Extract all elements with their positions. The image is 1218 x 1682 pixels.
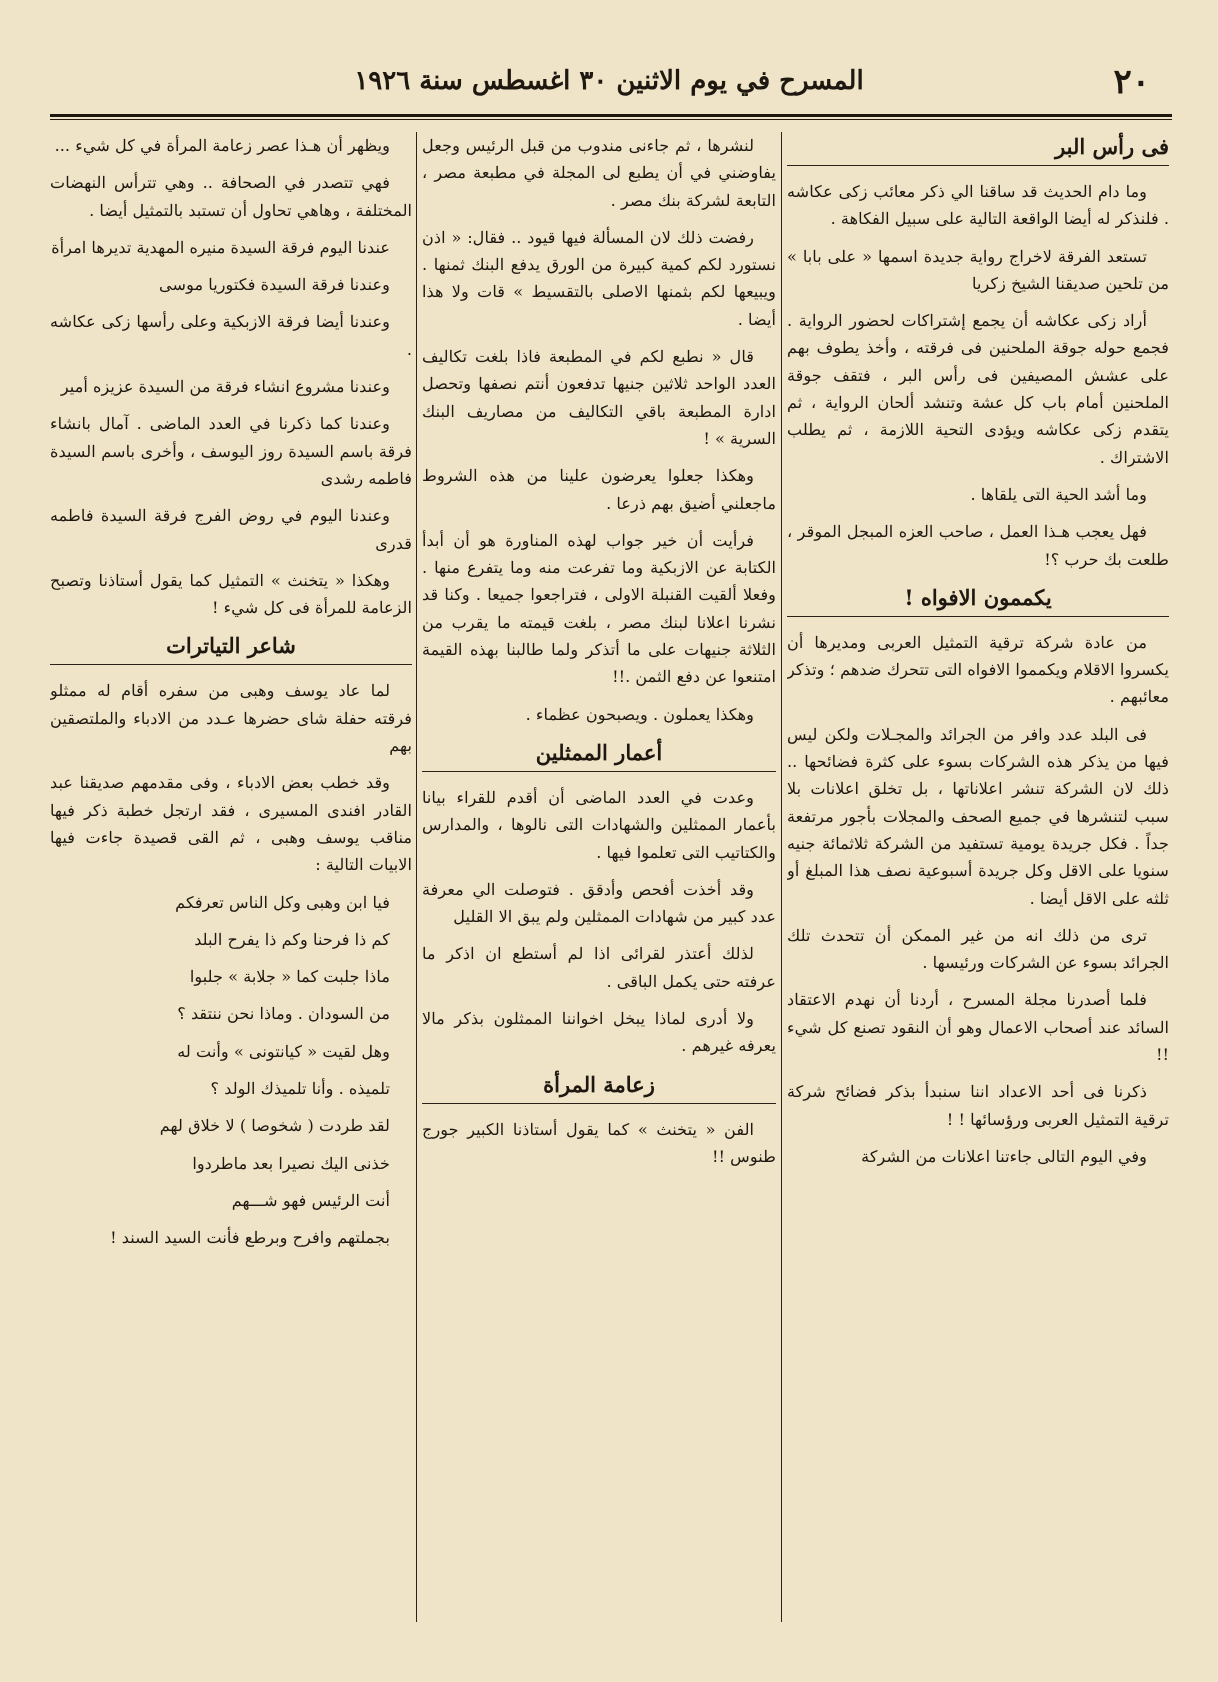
header-rule-thin <box>50 119 1172 120</box>
poem-verse: من السودان . وماذا نحن ننتقد ؟ <box>177 1004 390 1024</box>
paragraph: وقد خطب بعض الادباء ، وفى مقدمهم صديقنا عبد القادر افندى المسيرى ، فقد ارتجل خطبة ذكر فيها مناقب يوسف وهبى ، ثم القى قصيدة جاءت فيها الابيات التالية : <box>50 773 412 875</box>
header-rule <box>50 114 1172 117</box>
poem-verse: ماذا جلبت كما « جلابة » جلبوا <box>189 967 390 987</box>
paragraph: ويظهر أن هـذا عصر زعامة المرأة في كل شيء ... <box>54 136 390 155</box>
paragraph: رفضت ذلك لان المسألة فيها قيود .. فقال: « اذن نستورد لكم كمية كبيرة من الورق يدفع البنك ثمنها . ويبيعها لكم بثمنها الاصلى بالتقسيط » قات ولا هذا أيضا . <box>422 227 776 329</box>
paragraph: لما عاد يوسف وهبى من سفره أقام له ممثلو فرقته حفلة شاى حضرها عـدد من الادباء والملتصقين بهم <box>50 681 412 756</box>
heading-actors-ages: أعمار الممثلين <box>422 738 776 772</box>
paragraph: فلما أصدرنا مجلة المسرح ، أردنا أن نهدم الاعتقاد السائد عند أصحاب الاعمال وهو أن النقود تصنع كل شيء !! <box>787 990 1169 1065</box>
poem-verse: كم ذا فرحنا وكم ذا يفرح البلد <box>194 929 390 949</box>
poem-verse: وهل لقيت « كيانتونى » وأنت له <box>177 1041 390 1061</box>
heading-women-leadership: زعامة المرأة <box>422 1070 776 1104</box>
paragraph: وعندنا أيضا فرقة الازبكية وعلى رأسها زكى عكاشه . <box>50 312 412 359</box>
poem-verse: لقد طردت ( شخوصا ) لا خلاق لهم <box>159 1116 390 1136</box>
page-number: ٢٠ <box>1113 62 1150 102</box>
paragraph: وهكذا يعملون . ويصبحون عظماء . <box>525 704 754 724</box>
paragraph: وفي اليوم التالى جاءتنا اعلانات من الشركة <box>861 1146 1147 1166</box>
paragraph: من عادة شركة ترقية التمثيل العربى ومديرها أن يكسروا الاقلام ويكمموا الافواه التى تتحرك ضدهم ؛ وتذكر معائبهم . <box>787 632 1169 707</box>
paragraph: وما أشد الحية التى يلقاها . <box>970 484 1147 504</box>
page-header <box>48 60 1170 112</box>
paragraph: فى البلد عدد وافر من الجرائد والمجـلات ولكن ليس فيها من يذكر هذه الشركات بسوء على كثرة فضائحها .. ذلك لان الشركة تنشر اعلاناتها ، بل تخلق اعلانات بلا سبب لتنشرها في جميع الصحف والمجلات بأجور مرتفعة جداً . فكل جريدة يومية تستفيد من الشركة ثلاثمائة جنيه سنويا على الاقل وكل جريدة أسبوعية نصف هذا المبلغ أو ثلثه على الاقل أيضا . <box>787 724 1169 908</box>
column-divider-left <box>416 132 417 1622</box>
paragraph: وعندنا مشروع انشاء فرقة من السيدة عزيزه أمير <box>60 377 390 397</box>
poem-verse: فيا ابن وهبى وكل الناس تعرفكم <box>175 892 390 912</box>
paragraph: لذلك أعتذر لقرائى اذا لم أستطع ان اذكر ما عرفته حتى يكمل الباقى . <box>422 944 776 991</box>
heading-ras-el-bar: فى رأس البر <box>787 132 1169 166</box>
heading-muzzling-mouths: يكممون الافواه ! <box>787 583 1169 617</box>
paragraph: قال « نطبع لكم في المطبعة فاذا بلغت تكاليف العدد الواحد ثلاثين جنيها تدفعون أنتم نصفها وتحصل ادارة المطبعة باقي التكاليف من مصاريف البنك السرية » ! <box>422 347 776 448</box>
paragraph: وقد أخذت أفحص وأدقق . فتوصلت الي معرفة عدد كبير من شهادات الممثلين ولم يبق الا القليل <box>422 879 776 927</box>
paragraph: وعدت في العدد الماضى أن أقدم للقراء بيانا بأعمار الممثلين والشهادات التى نالوها ، والمدارس والكتاتيب التى تعلموا فيها . <box>422 787 776 862</box>
paragraph: ذكرنا فى أحد الاعداد اننا سنبدأ بذكر فضائح شركة ترقية التمثيل العربى ورؤسائها ! ! <box>787 1082 1169 1129</box>
paragraph: ولا أدرى لماذا يبخل اخواننا الممثلون بذكر مالا يعرفه غيرهم . <box>422 1009 776 1056</box>
paragraph: وعندنا فرقة السيدة فكتوريا موسى <box>159 275 390 295</box>
running-head: المسرح في يوم الاثنين ٣٠ اغسطس سنة ١٩٢٦ <box>354 66 864 96</box>
heading-theatre-poet: شاعر التياترات <box>50 631 412 665</box>
paragraph: فهل يعجب هـذا العمل ، صاحب العزه المبجل الموقر ، طلعت بك حرب ؟! <box>787 522 1169 569</box>
paragraph: وهكذا جعلوا يعرضون علينا من هذه الشروط ماجعلني أضيق بهم ذرعا . <box>422 466 776 513</box>
paragraph: تستعد الفرقة لاخراج رواية جديدة اسمها « على بابا » من تلحين صديقنا الشيخ زكريا <box>787 246 1169 293</box>
column-right <box>787 132 1169 1642</box>
paragraph: فهي تتصدر في الصحافة .. وهي تترأس النهضات المختلفة ، وهاهي تحاول أن تستبد بالتمثيل أيضا . <box>50 173 412 220</box>
paragraph: فرأيت أن خير جواب لهذه المناورة هو أن أبدأ الكتابة عن الازبكية وما تفرعت منه وما يتفرع منها . وفعلا ألقيت القنبلة الاولى ، فتراجعوا جميعا . وكنا قد نشرنا اعلانا لبنك مصر ، بلغت قيمته ما يقرب من الثلاثة جنيهات على ما أتذكر ولما طالبنا بهذه القيمة امتنعوا عن دفع الثمن .!! <box>422 530 776 687</box>
poem-verse: خذنى اليك نصيرا بعد ماطردوا <box>192 1153 390 1173</box>
poem-verse: بجملتهم وافرح وبرطع فأنت السيد السند ! <box>110 1228 390 1248</box>
paragraph: أراد زكى عكاشه أن يجمع إشتراكات لحضور الرواية . فجمع حوله جوقة الملحنين فى فرقته ، وأخذ يطوف بهم على عشش المصيفين فى رأس البر ، فتقف جوقة الملحنين أمام باب كل عشة وتنشد ألحان الرواية ، ثم يتقدم زكى عكاشه ويؤدى التحية اللازمة ، ثم يطلب الاشتراك . <box>787 311 1169 467</box>
column-middle <box>422 132 776 1642</box>
column-left <box>50 132 412 1642</box>
poem-verse: تلميذه . وأنا تلميذك الولد ؟ <box>210 1079 390 1099</box>
paragraph: الفن « يتخنث » كما يقول أستاذنا الكبير جورج طنوس !! <box>422 1119 776 1166</box>
poem-verse: أنت الرئيس فهو شـــهم <box>231 1190 390 1210</box>
column-divider-right <box>781 132 782 1622</box>
paragraph: وعندنا اليوم في روض الفرج فرقة السيدة فاطمه قدرى <box>50 506 412 553</box>
paragraph: وعندنا كما ذكرنا في العدد الماضى . آمال بانشاء فرقة باسم السيدة روز اليوسف ، وأخرى باسم السيدة فاطمه رشدى <box>50 414 412 488</box>
paragraph: عندنا اليوم فرقة السيدة منيره المهدية تديرها امرأة <box>51 237 390 257</box>
paragraph: وهكذا « يتخنث » التمثيل كما يقول أستاذنا وتصبح الزعامة للمرأة فى كل شيء ! <box>50 570 412 618</box>
paragraph: وما دام الحديث قد ساقنا الي ذكر معائب زكى عكاشه . فلنذكر له أيضا الواقعة التالية على سبيل الفكاهة . <box>787 182 1169 229</box>
paragraph: ترى من ذلك انه من غير الممكن أن تتحدث تلك الجرائد بسوء عن الشركات ورئيسها . <box>787 925 1169 973</box>
paragraph: لنشرها ، ثم جاءنى مندوب من قبل الرئيس وجعل يفاوضني في أن يطبع لى المجلة في مطبعة مصر ، التابعة لشركة بنك مصر . <box>422 136 776 210</box>
